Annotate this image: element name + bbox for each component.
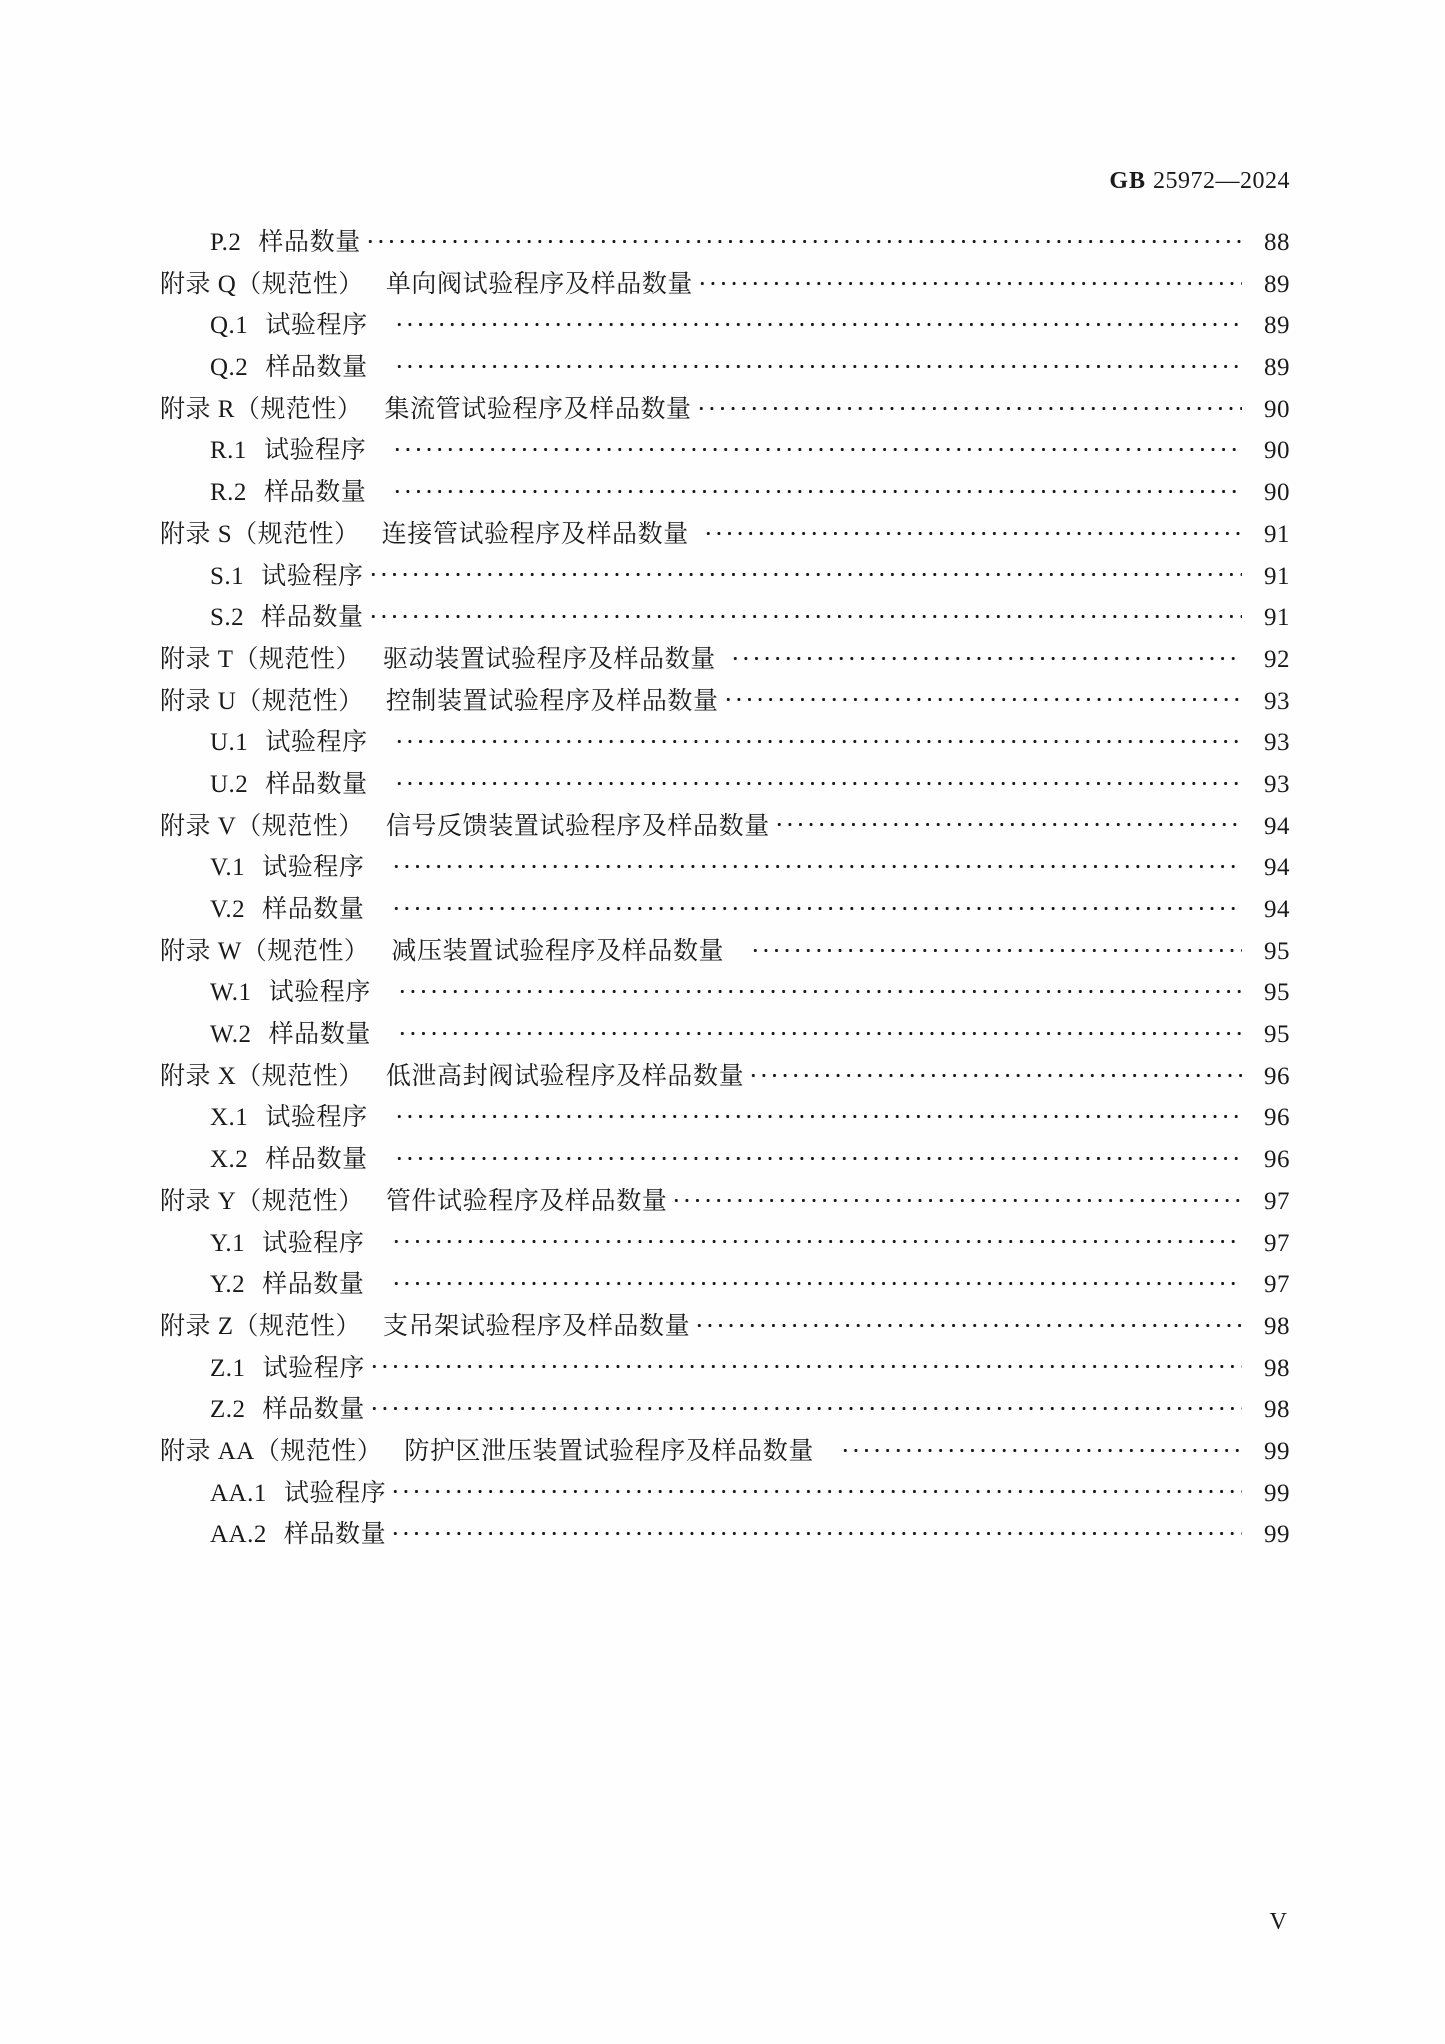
toc-entry-title: 样品数量 [261, 604, 364, 632]
toc-entry-page-number: 97 [1264, 1229, 1290, 1257]
toc-entry-page-number: 96 [1264, 1104, 1290, 1132]
toc-entry-title: 低泄高封阀试验程序及样品数量 [385, 1062, 745, 1090]
toc-entry-page-number: 94 [1264, 812, 1290, 840]
toc-entry-page-number: 93 [1264, 729, 1290, 757]
toc-entry-title: 试验程序 [268, 979, 371, 1007]
toc-entry-number: R.1 [210, 437, 247, 465]
toc-entry[interactable] [160, 514, 1290, 556]
toc-dot-leader [391, 892, 1243, 917]
toc-entry-title: 管件试验程序及样品数量 [385, 1187, 668, 1215]
toc-entry-title: 支吊架试验程序及样品数量 [383, 1312, 691, 1340]
toc-dot-leader [730, 642, 1242, 667]
toc-entry[interactable] [160, 222, 1290, 264]
toc-dot-leader [697, 267, 1242, 292]
toc-dot-leader [394, 1100, 1242, 1125]
toc-entry-title: 控制装置试验程序及样品数量 [385, 687, 719, 715]
toc-entry[interactable] [160, 1014, 1290, 1056]
toc-entry[interactable] [160, 681, 1290, 723]
toc-entry-page-number: 91 [1264, 520, 1290, 548]
toc-dot-leader [391, 1267, 1243, 1292]
toc-entry-number: Z.1 [210, 1354, 246, 1382]
toc-entry-number: 附录 R（规范性） [160, 395, 363, 423]
toc-entry-number: 附录 Q（规范性） [160, 270, 364, 298]
toc-entry-title: 试验程序 [262, 1354, 365, 1382]
toc-entry-page-number: 96 [1264, 1146, 1290, 1174]
toc-entry-page-number: 93 [1264, 770, 1290, 798]
toc-entry[interactable] [160, 472, 1290, 514]
toc-entry-page-number: 92 [1264, 645, 1290, 673]
toc-entry[interactable] [160, 1223, 1290, 1265]
toc-entry[interactable] [160, 389, 1290, 431]
toc-dot-leader [392, 433, 1242, 458]
toc-entry[interactable] [160, 722, 1290, 764]
toc-entry-title: 防护区泄压装置试验程序及样品数量 [404, 1437, 814, 1465]
toc-dot-leader [368, 559, 1242, 584]
toc-entry-number: Z.2 [210, 1396, 246, 1424]
toc-dot-leader [696, 392, 1242, 417]
toc-entry-page-number: 91 [1264, 562, 1290, 590]
toc-dot-leader [694, 1309, 1242, 1334]
toc-entry-page-number: 90 [1264, 479, 1290, 507]
toc-dot-leader [671, 1184, 1242, 1209]
toc-dot-leader [391, 850, 1243, 875]
toc-entry-page-number: 89 [1264, 270, 1290, 298]
toc-dot-leader [394, 350, 1242, 375]
toc-entry-number: S.2 [210, 604, 245, 632]
toc-entry-title: 集流管试验程序及样品数量 [384, 395, 692, 423]
toc-entry-page-number: 98 [1264, 1312, 1290, 1340]
toc-entry-title: 样品数量 [265, 1146, 368, 1174]
toc-dot-leader [840, 1434, 1242, 1459]
toc-entry[interactable] [160, 972, 1290, 1014]
toc-entry-number: V.1 [210, 854, 246, 882]
toc-entry-title: 样品数量 [265, 354, 368, 382]
toc-entry[interactable] [160, 806, 1290, 848]
toc-entry-number: 附录 U（规范性） [160, 687, 364, 715]
toc-entry[interactable] [160, 1306, 1290, 1348]
toc-dot-leader [397, 1017, 1242, 1042]
toc-entry-number: S.1 [210, 562, 245, 590]
toc-entry[interactable] [160, 1139, 1290, 1181]
toc-entry-number: Q.2 [210, 354, 249, 382]
toc-dot-leader [394, 767, 1242, 792]
toc-entry-page-number: 90 [1264, 395, 1290, 423]
toc-dot-leader [774, 809, 1242, 834]
toc-entry[interactable] [160, 556, 1290, 598]
toc-entry[interactable] [160, 1264, 1290, 1306]
toc-dot-leader [703, 517, 1242, 542]
toc-entry[interactable] [160, 1473, 1290, 1515]
toc-entry-number: 附录 W（规范性） [160, 937, 370, 965]
toc-entry-page-number: 98 [1264, 1396, 1290, 1424]
toc-entry-page-number: 99 [1264, 1479, 1290, 1507]
page-folio: V [1269, 1909, 1287, 1935]
toc-dot-leader [390, 1476, 1242, 1501]
toc-entry-number: 附录 Y（规范性） [160, 1187, 364, 1215]
toc-dot-leader [369, 1392, 1242, 1417]
toc-entry-number: 附录 Z（规范性） [160, 1312, 362, 1340]
toc-entry-title: 样品数量 [262, 1271, 365, 1299]
toc-dot-leader [397, 975, 1242, 1000]
standard-number: 25972—2024 [1153, 168, 1290, 194]
toc-entry[interactable] [160, 764, 1290, 806]
toc-entry-page-number: 96 [1264, 1062, 1290, 1090]
toc-entry-page-number: 94 [1264, 896, 1290, 923]
toc-entry-number: Y.1 [210, 1229, 246, 1257]
toc-entry[interactable] [160, 1056, 1290, 1098]
toc-entry-page-number: 95 [1264, 979, 1290, 1007]
toc-entry[interactable] [160, 264, 1290, 306]
toc-entry-number: AA.1 [210, 1479, 267, 1507]
toc-entry-page-number: 97 [1264, 1271, 1290, 1299]
toc-entry-number: AA.2 [210, 1521, 267, 1549]
toc-entry-page-number: 89 [1264, 354, 1290, 382]
toc-entry-number: X.2 [210, 1146, 249, 1174]
toc-entry-title: 单向阀试验程序及样品数量 [385, 270, 694, 298]
toc-entry-page-number: 91 [1264, 604, 1290, 632]
toc-dot-leader [392, 475, 1242, 500]
toc-entry-page-number: 98 [1264, 1354, 1290, 1382]
toc-entry[interactable] [160, 597, 1290, 639]
toc-entry-title: 样品数量 [263, 479, 367, 507]
toc-entry-number: U.1 [210, 729, 249, 757]
toc-entry-title: 驱动装置试验程序及样品数量 [383, 645, 716, 673]
toc-entry-title: 连接管试验程序及样品数量 [381, 520, 689, 548]
toc-entry-number: 附录 T（规范性） [160, 645, 362, 673]
toc-entry-number: R.2 [210, 479, 247, 507]
toc-entry-title: 试验程序 [263, 437, 367, 465]
toc-entry-title: 减压装置试验程序及样品数量 [391, 937, 725, 965]
toc-dot-leader [748, 1059, 1242, 1084]
toc-entry[interactable] [160, 847, 1290, 889]
running-header [0, 168, 1445, 195]
toc-entry-page-number: 99 [1264, 1437, 1290, 1465]
toc-entry-number: V.2 [210, 896, 246, 923]
toc-dot-leader [750, 934, 1242, 959]
toc-entry-page-number: 93 [1264, 687, 1290, 715]
toc-entry-number: 附录 V（规范性） [160, 812, 364, 840]
toc-entry-number: Y.2 [210, 1271, 246, 1299]
toc-dot-leader [390, 1517, 1242, 1542]
toc-entry[interactable] [160, 1389, 1290, 1431]
toc-entry-number: Q.1 [210, 312, 249, 340]
toc-entry-number: W.1 [210, 979, 252, 1007]
toc-entry[interactable] [160, 430, 1290, 472]
toc-entry-number: P.2 [210, 229, 242, 256]
toc-entry-page-number: 90 [1264, 437, 1290, 465]
toc-entry-title: 样品数量 [258, 229, 361, 256]
toc-entry-page-number: 95 [1264, 1021, 1290, 1049]
toc-entry-title: 试验程序 [265, 312, 368, 340]
toc-entry[interactable] [160, 1181, 1290, 1223]
toc-entry-number: 附录 AA（规范性） [160, 1437, 383, 1465]
toc-entry-number: U.2 [210, 770, 249, 798]
toc-dot-leader [365, 225, 1242, 250]
toc-entry[interactable] [160, 931, 1290, 973]
toc-entry[interactable] [160, 889, 1290, 931]
toc-entry-title: 样品数量 [262, 1396, 365, 1424]
standard-prefix: GB [1109, 168, 1146, 194]
toc-dot-leader [368, 600, 1242, 625]
toc-entry-page-number: 88 [1264, 229, 1290, 256]
toc-entry-page-number: 97 [1264, 1187, 1290, 1215]
toc-entry-title: 试验程序 [262, 1229, 365, 1257]
toc-entry-page-number: 89 [1264, 312, 1290, 340]
toc-entry-title: 样品数量 [265, 770, 368, 798]
toc-entry-number: W.2 [210, 1021, 252, 1049]
toc-dot-leader [394, 1142, 1242, 1167]
toc-dot-leader [394, 725, 1242, 750]
toc-entry-number: X.1 [210, 1104, 249, 1132]
toc-entry-title: 试验程序 [283, 1479, 387, 1507]
toc-entry-title: 样品数量 [268, 1021, 371, 1049]
toc-dot-leader [391, 1226, 1243, 1251]
toc-entry-title: 试验程序 [265, 729, 368, 757]
toc-entry[interactable] [160, 1431, 1290, 1473]
toc-entry[interactable] [160, 305, 1290, 347]
table-of-contents [160, 222, 1290, 1556]
toc-entry-page-number: 99 [1264, 1521, 1290, 1549]
toc-entry-title: 试验程序 [261, 562, 364, 590]
toc-entry-page-number: 95 [1264, 937, 1290, 965]
toc-dot-leader [723, 684, 1242, 709]
toc-entry-title: 试验程序 [262, 854, 365, 882]
toc-entry[interactable] [160, 639, 1290, 681]
toc-entry-number: 附录 S（规范性） [160, 520, 360, 548]
toc-entry-title: 样品数量 [262, 896, 365, 923]
toc-entry-number: 附录 X（规范性） [160, 1062, 364, 1090]
toc-entry-title: 试验程序 [265, 1104, 368, 1132]
toc-entry-page-number: 94 [1264, 854, 1290, 882]
toc-dot-leader [369, 1351, 1242, 1376]
toc-entry[interactable] [160, 1514, 1290, 1556]
toc-entry-title: 信号反馈装置试验程序及样品数量 [385, 812, 770, 840]
toc-entry[interactable] [160, 1097, 1290, 1139]
toc-entry-title: 样品数量 [283, 1521, 387, 1549]
toc-entry[interactable] [160, 1348, 1290, 1390]
toc-dot-leader [394, 308, 1242, 333]
toc-entry[interactable] [160, 347, 1290, 389]
